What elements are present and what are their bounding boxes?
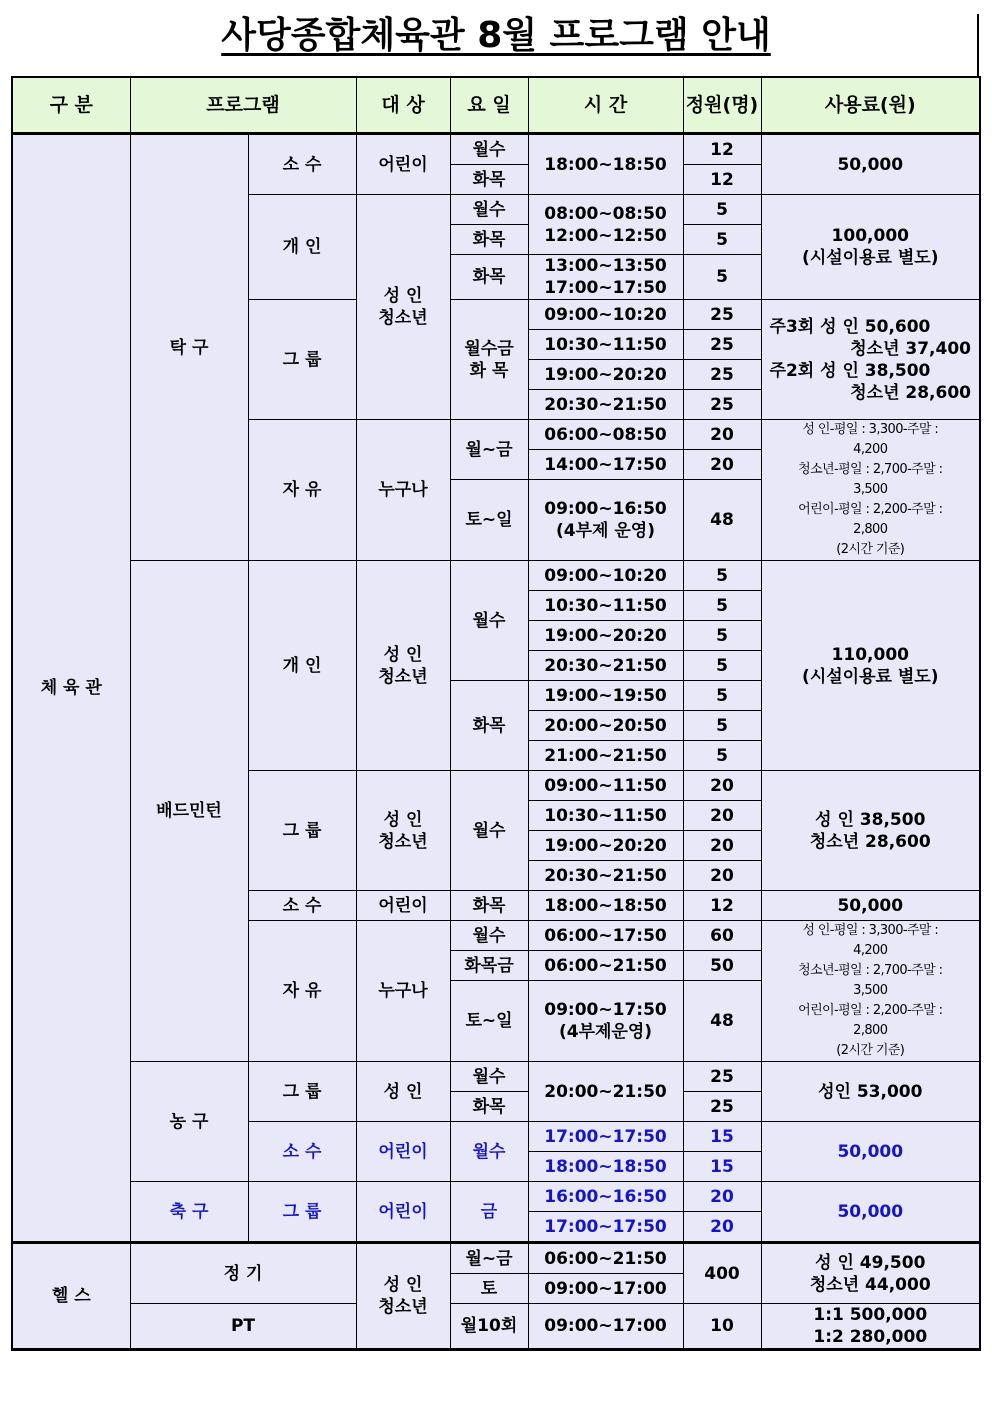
time-cell: 10:30~11:50 [528,591,683,621]
capacity-cell: 20 [683,1182,761,1212]
time-cell: 08:00~08:50 12:00~12:50 [528,195,683,255]
type-group: 그 룹 [248,300,356,420]
time-cell: 20:00~21:50 [528,1062,683,1122]
type-small: 소 수 [248,891,356,921]
program-table [11,76,981,1351]
capacity-cell: 20 [683,450,761,480]
header-fee: 사용료(원) [761,77,980,134]
capacity-cell: 20 [683,1212,761,1243]
capacity-cell: 25 [683,330,761,360]
time-cell: 20:00~20:50 [528,711,683,741]
header-day: 요 일 [450,77,528,134]
time-cell: 09:00~16:50 (4부제 운영) [528,480,683,561]
capacity-cell: 60 [683,921,761,951]
day-cell: 월수 [450,1062,528,1092]
fee-cell: 110,000 (시설이용료 별도) [761,561,980,771]
capacity-cell: 20 [683,420,761,450]
type-small: 소 수 [248,1122,356,1182]
time-cell: 09:00~10:20 [528,561,683,591]
capacity-cell: 20 [683,831,761,861]
fee-cell: 성 인 49,500 청소년 44,000 [761,1243,980,1304]
capacity-cell: 5 [683,711,761,741]
table-row [12,134,980,165]
capacity-cell: 5 [683,561,761,591]
fee-cell: 성인 53,000 [761,1062,980,1122]
table-row [12,1062,980,1092]
fee-cell: 50,000 [761,1122,980,1182]
day-cell: 화목 [450,165,528,195]
capacity-cell: 20 [683,771,761,801]
time-cell: 18:00~18:50 [528,1152,683,1182]
day-cell: 월수 [450,1122,528,1182]
day-cell: 화목 [450,891,528,921]
target-adult-youth: 성 인 청소년 [356,561,450,771]
day-cell: 토~일 [450,981,528,1062]
day-cell: 월수 [450,771,528,891]
capacity-cell: 48 [683,981,761,1062]
time-cell: 19:00~20:20 [528,831,683,861]
time-cell: 16:00~16:50 [528,1182,683,1212]
sport-table-tennis: 탁 구 [130,134,248,561]
capacity-cell: 12 [683,165,761,195]
table-header-row [12,77,980,134]
capacity-cell: 25 [683,360,761,390]
time-cell: 06:00~21:50 [528,951,683,981]
time-cell: 06:00~21:50 [528,1243,683,1274]
day-cell: 월수금 화 목 [450,300,528,420]
day-cell: 토 [450,1274,528,1304]
fee-cell: 50,000 [761,891,980,921]
category-gym: 체 육 관 [12,134,130,1243]
day-cell: 월수 [450,134,528,165]
type-free: 자 유 [248,921,356,1062]
capacity-cell: 400 [683,1243,761,1304]
target-child: 어린이 [356,1122,450,1182]
time-cell: 21:00~21:50 [528,741,683,771]
type-regular: 정 기 [130,1243,356,1304]
sport-soccer: 축 구 [130,1182,248,1243]
time-cell: 06:00~17:50 [528,921,683,951]
day-cell: 화목 [450,225,528,255]
day-cell: 월수 [450,195,528,225]
day-cell: 금 [450,1182,528,1243]
time-cell: 14:00~17:50 [528,450,683,480]
fee-cell: 성 인-평일 : 3,300-주말 : 4,200 청소년-평일 : 2,700-주말 : 3,500 어린이-평일 : 2,200-주말 : 2,800 (2시간 기준) [761,921,980,1062]
target-adult-youth: 성 인 청소년 [356,195,450,420]
day-cell: 화목 [450,681,528,771]
time-cell: 06:00~08:50 [528,420,683,450]
capacity-cell: 5 [683,741,761,771]
fee-cell: 성 인 38,500 청소년 28,600 [761,771,980,891]
header-target: 대 상 [356,77,450,134]
target-anyone: 누구나 [356,420,450,561]
time-cell: 17:00~17:50 [528,1122,683,1152]
sport-basketball: 농 구 [130,1062,248,1182]
target-adult-youth: 성 인 청소년 [356,771,450,891]
target-child: 어린이 [356,134,450,195]
fee-cell: 1:1 500,000 1:2 280,000 [761,1304,980,1350]
header-program: 프로그램 [130,77,356,134]
fee-cell: 100,000 (시설이용료 별도) [761,195,980,300]
target-child: 어린이 [356,891,450,921]
capacity-cell: 25 [683,1092,761,1122]
page-title: 사당종합체육관 8월 프로그램 안내 [221,15,771,56]
capacity-cell: 5 [683,651,761,681]
time-cell: 17:00~17:50 [528,1212,683,1243]
table-row [12,1182,980,1212]
day-cell: 월10회 [450,1304,528,1350]
fee-cell: 50,000 [761,1182,980,1243]
type-small: 소 수 [248,134,356,195]
capacity-cell: 10 [683,1304,761,1350]
capacity-cell: 50 [683,951,761,981]
time-cell: 09:00~17:00 [528,1274,683,1304]
header-capacity: 정원(명) [683,77,761,134]
capacity-cell: 25 [683,300,761,330]
type-free: 자 유 [248,420,356,561]
capacity-cell: 5 [683,621,761,651]
time-cell: 19:00~20:20 [528,360,683,390]
capacity-cell: 5 [683,591,761,621]
capacity-cell: 48 [683,480,761,561]
capacity-cell: 5 [683,225,761,255]
day-cell: 월수 [450,921,528,951]
type-group: 그 룹 [248,771,356,891]
day-cell: 토~일 [450,480,528,561]
time-cell: 10:30~11:50 [528,330,683,360]
table-row [12,1243,980,1274]
day-cell: 월~금 [450,1243,528,1274]
capacity-cell: 5 [683,195,761,225]
time-cell: 19:00~20:20 [528,621,683,651]
fee-cell: 50,000 [761,134,980,195]
target-adult-youth: 성 인 청소년 [356,1243,450,1350]
time-cell: 09:00~17:50 (4부제운영) [528,981,683,1062]
time-cell: 09:00~17:00 [528,1304,683,1350]
time-cell: 09:00~11:50 [528,771,683,801]
time-cell: 10:30~11:50 [528,801,683,831]
fee-cell: 성 인-평일 : 3,300-주말 : 4,200 청소년-평일 : 2,700-주말 : 3,500 어린이-평일 : 2,200-주말 : 2,800 (2시간 기준) [761,420,980,561]
table-row [12,561,980,591]
day-cell: 화목 [450,1092,528,1122]
day-cell: 월수 [450,561,528,681]
time-cell: 20:30~21:50 [528,861,683,891]
type-group: 그 룹 [248,1062,356,1122]
title-right-border [977,14,979,76]
time-cell: 18:00~18:50 [528,134,683,195]
time-cell: 13:00~13:50 17:00~17:50 [528,255,683,300]
time-cell: 20:30~21:50 [528,651,683,681]
capacity-cell: 20 [683,861,761,891]
time-cell: 09:00~10:20 [528,300,683,330]
time-cell: 18:00~18:50 [528,891,683,921]
type-pt: PT [130,1304,356,1350]
capacity-cell: 5 [683,255,761,300]
capacity-cell: 12 [683,891,761,921]
target-anyone: 누구나 [356,921,450,1062]
capacity-cell: 15 [683,1152,761,1182]
type-group: 그 룹 [248,1182,356,1243]
capacity-cell: 25 [683,390,761,420]
category-health: 헬 스 [12,1243,130,1350]
capacity-cell: 12 [683,134,761,165]
sport-badminton: 배드민턴 [130,561,248,1062]
day-cell: 화목 [450,255,528,300]
target-adult: 성 인 [356,1062,450,1122]
day-cell: 월~금 [450,420,528,480]
target-child: 어린이 [356,1182,450,1243]
time-cell: 20:30~21:50 [528,390,683,420]
capacity-cell: 15 [683,1122,761,1152]
capacity-cell: 25 [683,1062,761,1092]
fee-cell: 주3회 성 인 50,600 청소년 37,400 주2회 성 인 38,500 청소년 28,600 [761,300,980,420]
type-private: 개 인 [248,561,356,771]
type-private: 개 인 [248,195,356,300]
header-time: 시 간 [528,77,683,134]
time-cell: 19:00~19:50 [528,681,683,711]
capacity-cell: 20 [683,801,761,831]
day-cell: 화목금 [450,951,528,981]
header-category: 구 분 [12,77,130,134]
capacity-cell: 5 [683,681,761,711]
